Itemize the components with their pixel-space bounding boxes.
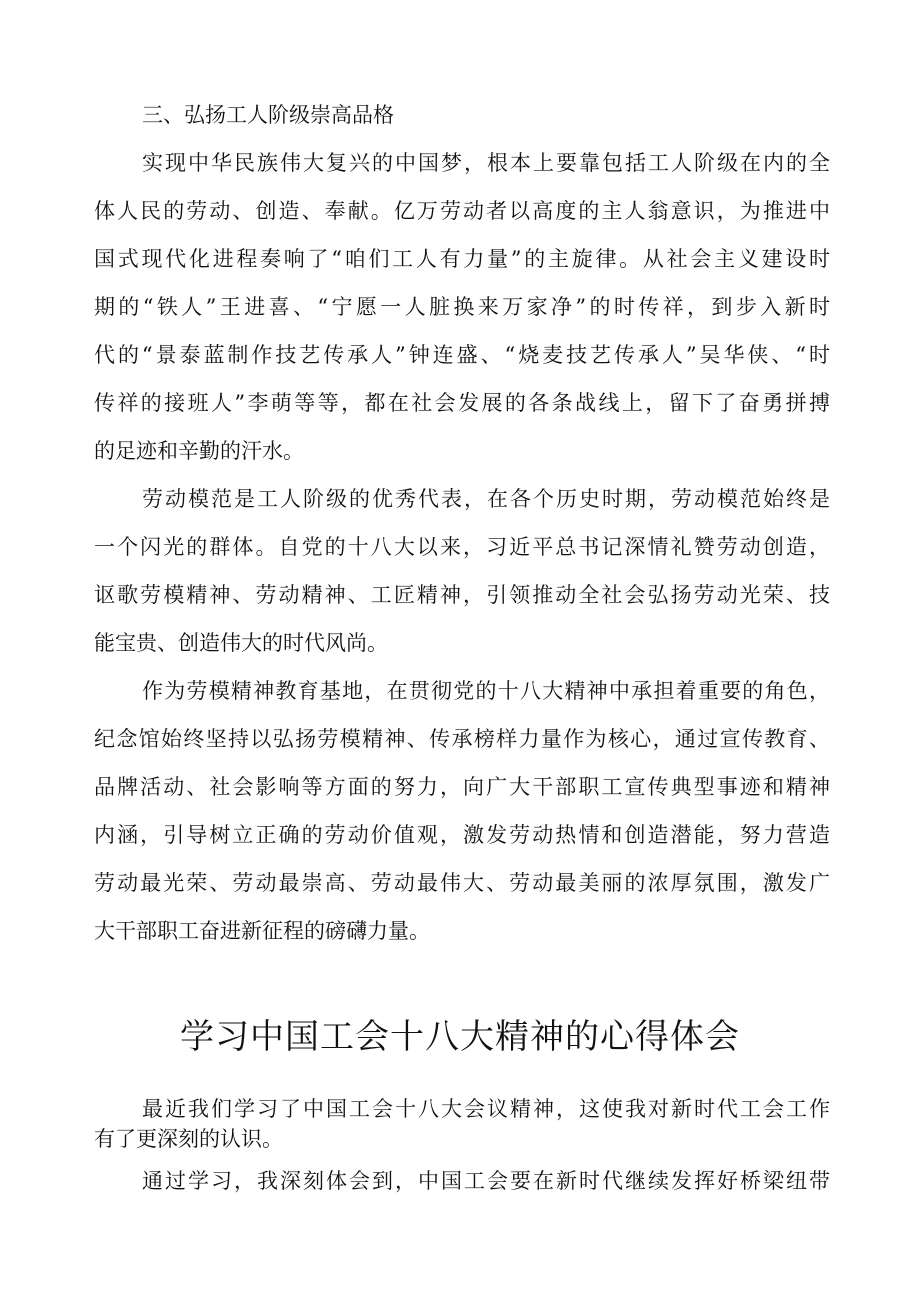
paragraph-line: 能宝贵、创造伟大的时代风尚。 xyxy=(94,631,388,655)
paragraph-line: 讴歌劳模精神、劳动精神、工匠精神，引领推动全社会弘扬劳动光荣、技 xyxy=(94,583,830,607)
paragraph-line: 代的“景泰蓝制作技艺传承人”钟连盛、“烧麦技艺传承人”吴华侠、“时 xyxy=(94,343,830,367)
paragraph-line: 劳动模范是工人阶级的优秀代表，在各个历史时期，劳动模范始终是 xyxy=(142,487,830,511)
paragraph-line: 有了更深刻的认识。 xyxy=(94,1127,283,1151)
paragraph-line: 劳动最光荣、劳动最崇高、劳动最伟大、劳动最美丽的浓厚氛围，激发广 xyxy=(94,871,830,895)
paragraph-line: 一个闪光的群体。自党的十八大以来，习近平总书记深情礼赞劳动创造， xyxy=(94,535,830,559)
paragraph-line: 体人民的劳动、创造、奉献。亿万劳动者以高度的主人翁意识，为推进中 xyxy=(94,199,830,223)
paragraph-line: 国式现代化进程奏响了“咱们工人有力量”的主旋律。从社会主义建设时 xyxy=(94,247,830,271)
paragraph-line: 纪念馆始终坚持以弘扬劳模精神、传承榜样力量作为核心，通过宣传教育、 xyxy=(94,727,830,751)
section-heading: 三、弘扬工人阶级崇高品格 xyxy=(142,103,394,127)
paragraph-line: 内涵，引导树立正确的劳动价值观，激发劳动热情和创造潜能，努力营造 xyxy=(94,823,830,847)
paragraph-line: 最近我们学习了中国工会十八大会议精神，这使我对新时代工会工作 xyxy=(142,1097,830,1121)
article-title: 学习中国工会十八大精神的心得体会 xyxy=(180,1017,740,1057)
paragraph-line: 期的“铁人”王进喜、“宁愿一人脏换来万家净”的时传祥，到步入新时 xyxy=(94,295,830,319)
paragraph-line: 品牌活动、社会影响等方面的努力，向广大干部职工宣传典型事迹和精神 xyxy=(94,775,830,799)
paragraph-line: 传祥的接班人”李萌等等，都在社会发展的各条战线上，留下了奋勇拼搏 xyxy=(94,391,830,415)
paragraph-line: 大干部职工奋进新征程的磅礴力量。 xyxy=(94,919,430,943)
paragraph-line: 通过学习，我深刻体会到，中国工会要在新时代继续发挥好桥梁纽带 xyxy=(142,1169,830,1193)
paragraph-line: 实现中华民族伟大复兴的中国梦，根本上要靠包括工人阶级在内的全 xyxy=(142,151,830,175)
paragraph-line: 作为劳模精神教育基地，在贯彻党的十八大精神中承担着重要的角色， xyxy=(142,679,830,703)
paragraph-line: 的足迹和辛勤的汗水。 xyxy=(94,439,304,463)
